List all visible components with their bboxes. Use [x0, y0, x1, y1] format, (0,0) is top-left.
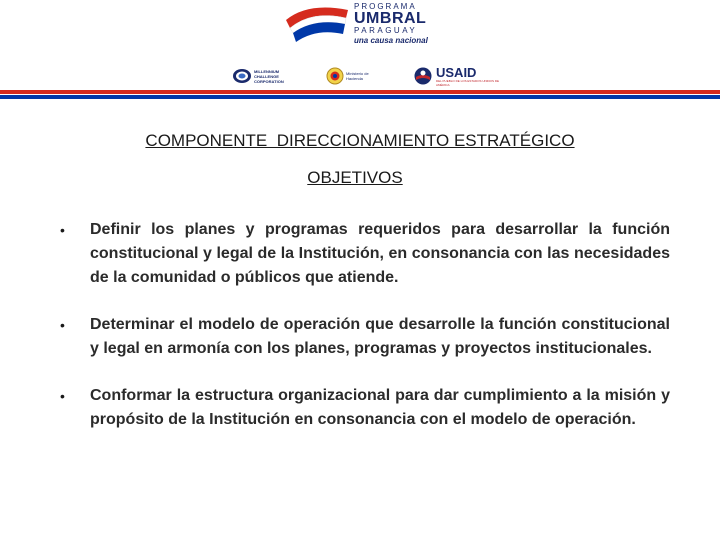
slide-subtitle [0, 168, 710, 188]
logo-wordmark [354, 2, 444, 45]
objectives-list [60, 218, 670, 455]
usaid-text: USAID [436, 64, 477, 80]
list-item [60, 313, 670, 361]
paraguay-seal-icon [326, 67, 344, 85]
slide-title-text: COMPONENTE DIRECCIONAMIENTO ESTRATÉGICO [145, 131, 575, 150]
logo-line1: PROGRAMA [354, 2, 417, 11]
usaid-seal-icon [413, 67, 433, 85]
umbral-logo [282, 2, 442, 48]
objective-text: Definir los planes y programas requeridos para desarrollar la función constitucional y legal de la Institución, en consonancia con las necesidades de la comunidad o públicos que atiende. [90, 221, 670, 286]
objective-text: Determinar el modelo de operación que desarrolle la función constitucional y legal en armonía con los planes, programas y proyectos institucionales. [90, 316, 670, 357]
usaid-subtext: DEL PUEBLO DE LOS ESTADOS UNIDOS DE AMÉRICA [436, 78, 500, 87]
stripe-blue [0, 95, 720, 99]
bullet-icon: • [60, 222, 65, 238]
ministerio-hacienda-logo [326, 66, 378, 86]
slide-subtitle-text: OBJETIVOS [307, 168, 403, 187]
flag-wave-icon [282, 2, 354, 48]
objective-text: Conformar la estructura organizacional para dar cumplimiento a la misión y propósito de la Institución en consonancia con el modelo de operación. [90, 387, 670, 428]
mcc-text: MILLENNIUM CHALLENGE CORPORATION [254, 68, 284, 84]
logo-line2: UMBRAL [354, 10, 427, 27]
bullet-icon: • [60, 317, 65, 333]
slide-title [0, 131, 720, 151]
mcc-emblem-icon [232, 68, 252, 84]
bullet-icon: • [60, 388, 65, 404]
logo-tagline: una causa nacional [354, 36, 428, 45]
usaid-logo [413, 66, 500, 86]
mcc-logo [232, 66, 294, 86]
list-item [60, 218, 670, 290]
list-item [60, 384, 670, 432]
mh-text: Ministerio de Hacienda [346, 71, 369, 81]
logo-line3: PARAGUAY [354, 26, 418, 35]
